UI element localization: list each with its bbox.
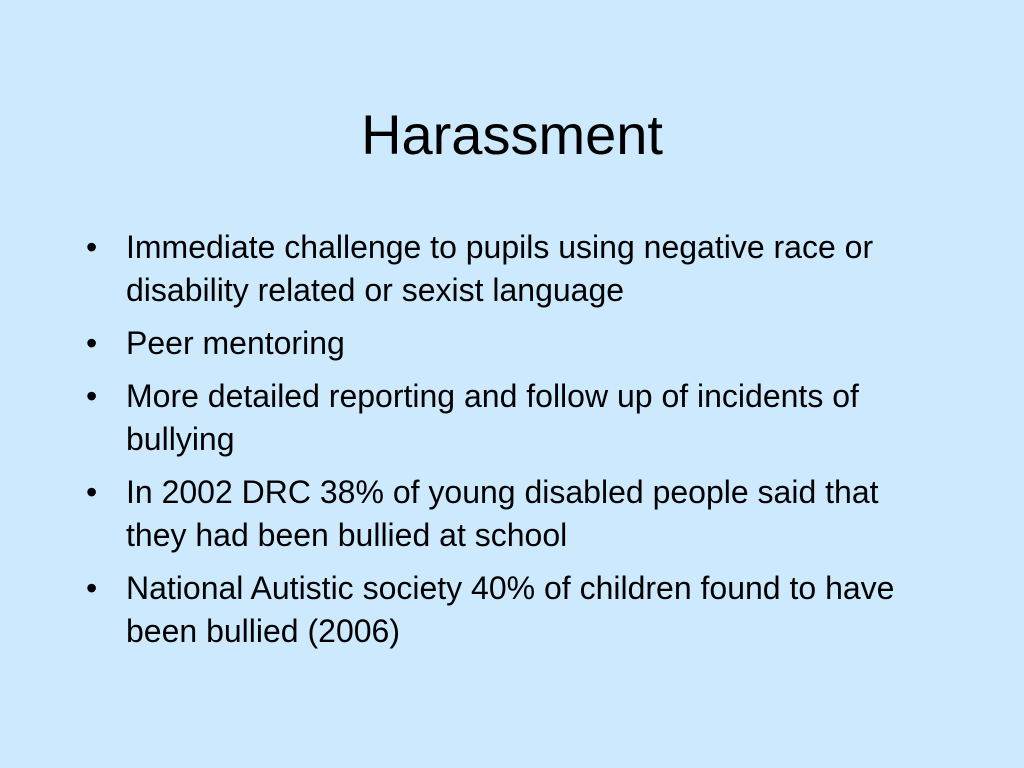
bullet-item-2 <box>86 322 946 365</box>
bullet-icon: • <box>86 378 98 414</box>
bullet-icon: • <box>86 474 98 510</box>
bullet-item-1 <box>86 226 946 312</box>
bullet-item-3 <box>86 375 946 461</box>
bullet-text: More detailed reporting and follow up of incidents of bullying <box>126 378 859 457</box>
bullet-item-4 <box>86 471 946 557</box>
bullet-text: Immediate challenge to pupils using negative race or disability related or sexist language <box>126 229 874 308</box>
bullet-text: National Autistic society 40% of children found to have been bullied (2006) <box>126 570 895 649</box>
bullet-list <box>86 226 946 663</box>
slide-title: Harassment <box>361 103 663 166</box>
bullet-text: In 2002 DRC 38% of young disabled people said that they had been bullied at school <box>126 474 879 553</box>
bullet-icon: • <box>86 229 98 265</box>
bullet-icon: • <box>86 570 98 606</box>
bullet-icon: • <box>86 325 98 361</box>
bullet-text: Peer mentoring <box>126 325 345 361</box>
bullet-item-5 <box>86 567 946 653</box>
